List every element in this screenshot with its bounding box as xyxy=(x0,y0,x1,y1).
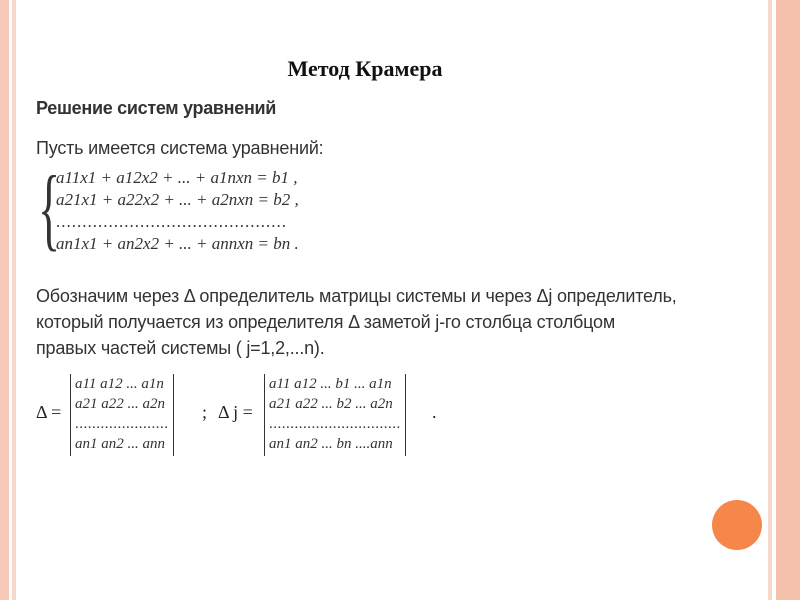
definition-line-1: Обозначим через Δ определитель матрицы системы и через Δj определитель, xyxy=(36,286,677,306)
intro-text: Пусть имеется система уравнений: xyxy=(36,138,324,158)
matrix-row: an1 an2 ... ann xyxy=(75,436,165,452)
determinant-delta-j-matrix xyxy=(264,374,406,456)
determinant-delta-label: Δ = xyxy=(36,402,62,422)
matrix-row: a21 a22 ... a2n xyxy=(75,396,165,412)
slide-title: Метод Крамера xyxy=(287,56,443,81)
definition-line-3: правых частей системы ( j=1,2,...n). xyxy=(36,338,325,358)
matrix-row: ...................... xyxy=(75,416,169,432)
determinant-delta-j-label: Δ j = xyxy=(218,402,253,422)
equation-row-dots: ............................................ xyxy=(56,212,287,231)
determinant-delta-j-suffix: . xyxy=(432,402,437,422)
determinant-delta-suffix: ; xyxy=(202,402,208,422)
determinant-delta-j xyxy=(218,374,458,456)
matrix-row: a11 a12 ... b1 ... a1n xyxy=(269,376,392,392)
definition-line-2: который получается из определителя Δ заметой j-го столбца столбцом xyxy=(36,312,615,332)
section-heading: Решение систем уравнений xyxy=(36,98,277,118)
determinant-delta-matrix xyxy=(70,374,174,456)
equation-row-n: an1x1 + an2x2 + ... + annxn = bn . xyxy=(56,234,299,253)
slide-border-left xyxy=(0,0,22,600)
matrix-row: ............................... xyxy=(269,416,401,432)
determinant-delta xyxy=(36,374,236,456)
definition-text xyxy=(36,283,756,361)
decorative-circle xyxy=(712,500,762,550)
matrix-row: a11 a12 ... a1n xyxy=(75,376,164,392)
slide-border-right xyxy=(756,0,800,600)
equation-row-2: a21x1 + a22x2 + ... + a2nxn = b2 , xyxy=(56,190,299,209)
system-brace: { xyxy=(38,157,61,259)
equation-system xyxy=(38,157,358,260)
matrix-row: a21 a22 ... b2 ... a2n xyxy=(269,396,393,412)
equation-row-1: a11x1 + a12x2 + ... + a1nxn = b1 , xyxy=(56,168,298,187)
scanned-text-block xyxy=(30,90,760,480)
matrix-row: an1 an2 ... bn ....ann xyxy=(269,436,393,452)
